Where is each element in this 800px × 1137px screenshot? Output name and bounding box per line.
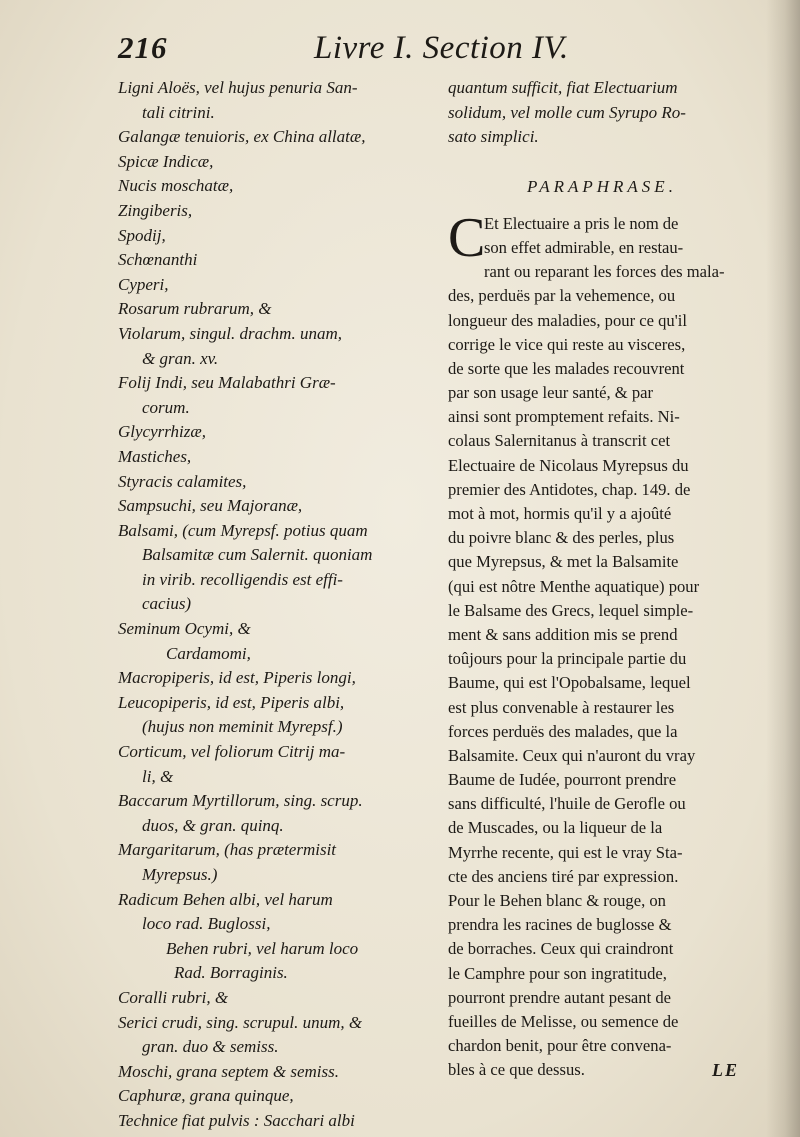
ingredient-line: Galangæ tenuioris, ex China allatæ,	[118, 127, 366, 147]
page-number: 216	[118, 30, 168, 65]
ingredient-line: Macropiperis, id est, Piperis longi,	[118, 668, 356, 688]
paragraph-line: ment & sans addition mis se prend	[448, 624, 678, 644]
paragraph-line: ainsi sont promptement refaits. Ni-	[448, 407, 680, 427]
ingredient-line: Mastiches,	[118, 446, 192, 466]
ingredient-line: Rad. Borraginis.	[174, 963, 288, 983]
paragraph-line: prendra les racines de buglosse &	[448, 915, 672, 935]
ingredient-line: tali citrini.	[142, 102, 215, 122]
paragraph-line: Pour le Behen blanc & rouge, on	[448, 891, 666, 911]
page-header	[118, 30, 770, 74]
running-title: Livre I. Section IV.	[314, 30, 569, 66]
paragraph-line: Et Electuaire a pris le nom de	[484, 213, 679, 233]
paragraph-line: de borraches. Ceux qui craindront	[448, 939, 674, 959]
paragraph-line: premier des Antidotes, chap. 149. de	[448, 479, 691, 499]
paragraph-line: Myrrhe recente, qui est le vray Sta-	[448, 842, 683, 862]
ingredient-line: Balsami, (cum Myrepsf. potius quam	[118, 520, 368, 540]
ingredient-line: Leucopiperis, id est, Piperis albi,	[118, 692, 345, 712]
catchword: LE	[712, 1060, 740, 1080]
ingredient-line: corum.	[142, 397, 190, 417]
ingredient-line: Cyperi,	[118, 274, 169, 294]
paragraph-line: chardon benit, pour être convena-	[448, 1036, 672, 1056]
ingredient-line: Caphuræ, grana quinque,	[118, 1086, 294, 1106]
ingredient-line: Folij Indi, seu Malabathri Græ-	[118, 373, 336, 393]
paragraph-line: mot à mot, hormis qu'il y a ajoûté	[448, 504, 672, 524]
ingredient-line: Spodij,	[118, 225, 166, 245]
paragraph-line: forces perduës des malades, que la	[448, 721, 678, 741]
right-column	[448, 76, 756, 1083]
paragraph-line: sans difficulté, l'huile de Gerofle ou	[448, 794, 686, 814]
ingredient-line: Corticum, vel foliorum Citrij ma-	[118, 742, 346, 762]
ingredient-line: cacius)	[142, 594, 192, 614]
paragraph-line: son effet admirable, en restau-	[484, 237, 684, 257]
ingredient-line: Seminum Ocymi, &	[118, 619, 251, 639]
ingredient-line: Spicæ Indicæ,	[118, 151, 214, 171]
paragraph-line: fueilles de Melisse, ou semence de	[448, 1011, 679, 1031]
paragraph-line: Baume, qui est l'Opobalsame, lequel	[448, 673, 691, 693]
binding-gutter-shadow	[766, 0, 800, 1137]
ingredient-line: Schœnanthi	[118, 250, 198, 270]
ingredient-line: Balsamitæ cum Salernit. quoniam	[142, 545, 373, 565]
ingredient-line: Zingiberis,	[118, 200, 193, 220]
ingredient-line: gran. duo & semiss.	[142, 1037, 279, 1057]
paragraph-line: rant ou reparant les forces des mala-	[484, 262, 725, 282]
paragraph-line: (qui est nôtre Menthe aquatique) pour	[448, 576, 700, 596]
paragraph-line: colaus Salernitanus à transcrit cet	[448, 431, 671, 451]
paragraph-line: Electuaire de Nicolaus Myrepsus du	[448, 455, 689, 475]
paragraph-line: le Camphre pour son ingratitude,	[448, 963, 667, 983]
paragraph-line: corrige le vice qui reste au visceres,	[448, 334, 686, 354]
continuation-line: solidum, vel molle cum Syrupo Ro-	[448, 102, 686, 122]
paragraph-line: bles à ce que dessus.	[448, 1060, 585, 1080]
ingredient-line: Coralli rubri, &	[118, 987, 229, 1007]
ingredient-line: Myrepsus.)	[142, 865, 218, 884]
ingredient-line: Serici crudi, sing. scrupul. unum, &	[118, 1012, 363, 1032]
paragraph-line: du poivre blanc & des perles, plus	[448, 528, 675, 548]
ingredient-line: (hujus non meminit Myrepsf.)	[142, 717, 343, 737]
ingredient-line: li, &	[142, 766, 174, 786]
continuation-line: sato simplici.	[448, 127, 539, 147]
ingredient-line: Cardamomi,	[166, 643, 251, 663]
paragraph-line: Baume de Iudée, pourront prendre	[448, 770, 677, 790]
ingredient-line: Behen rubri, vel harum loco	[166, 938, 359, 958]
paraphrase-paragraph	[448, 206, 756, 1083]
ingredient-line: in virib. recolligendis est effi-	[142, 569, 343, 589]
paragraph-line: que Myrepsus, & met la Balsamite	[448, 552, 679, 572]
ingredient-line: Margaritarum, (has prætermisit	[118, 840, 337, 860]
paraphrase-heading: PARAPHRASE.	[527, 176, 677, 196]
ingredient-line: Violarum, singul. drachm. unam,	[118, 323, 342, 343]
ingredient-line: Glycyrrhizæ,	[118, 422, 206, 442]
recipe-continuation	[448, 76, 756, 150]
ingredient-line: Rosarum rubrarum, &	[118, 299, 272, 319]
ingredient-line: Sampsuchi, seu Majoranæ,	[118, 496, 303, 516]
ingredient-line: Styracis calamites,	[118, 471, 247, 491]
ingredient-line: Moschi, grana septem & semiss.	[118, 1061, 339, 1081]
paragraph-line: cte des anciens tiré par expression.	[448, 866, 679, 886]
ingredient-line: loco rad. Buglossi,	[142, 914, 271, 934]
recipe-ingredient-list	[118, 76, 436, 1134]
paragraph-line: pourront prendre autant pesant de	[448, 987, 672, 1007]
paragraph-line: de Muscades, ou la liqueur de la	[448, 818, 663, 838]
paragraph-line: Balsamite. Ceux qui n'auront du vray	[448, 745, 696, 765]
ingredient-line: Ligni Aloës, vel hujus penuria San-	[118, 78, 358, 97]
paragraph-line: des, perduës par la vehemence, ou	[448, 286, 676, 306]
ingredient-line: & gran. xv.	[142, 348, 219, 368]
ingredient-line: Nucis moschatæ,	[118, 176, 234, 196]
paragraph-line: est plus convenable à restaurer les	[448, 697, 675, 717]
paragraph-line: de sorte que les malades recouvrent	[448, 358, 685, 378]
paragraph-line: par son usage leur santé, & par	[448, 383, 654, 403]
paragraph-line: le Balsame des Grecs, lequel simple-	[448, 600, 694, 620]
ingredient-line: Technice fiat pulvis : Sacchari albi	[118, 1110, 355, 1130]
ingredient-line: Baccarum Myrtillorum, sing. scrup.	[118, 791, 363, 811]
continuation-line: quantum sufficit, fiat Electuarium	[448, 78, 678, 97]
paragraph-line: toûjours pour la principale partie du	[448, 649, 687, 669]
ingredient-line: Radicum Behen albi, vel harum	[118, 889, 333, 909]
drop-cap: C	[448, 206, 486, 269]
ingredient-line: duos, & gran. quinq.	[142, 815, 284, 835]
paragraph-line: longueur des maladies, pour ce qu'il	[448, 310, 687, 330]
